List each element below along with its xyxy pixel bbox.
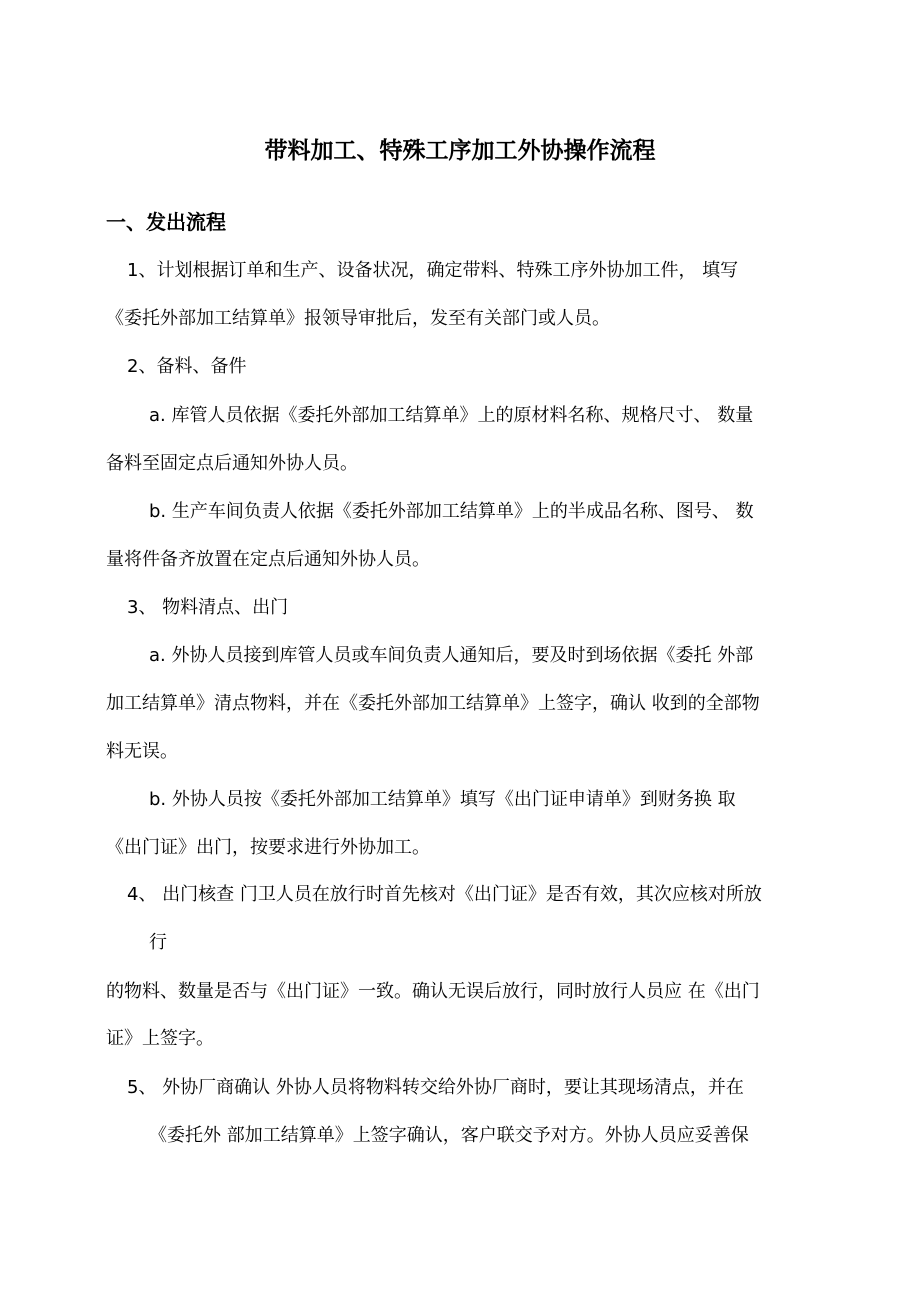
paragraph-line: 5、 外协厂商确认 外协人员将物料转交给外协厂商时，要让其现场清点，并在 (127, 1077, 744, 1098)
section-heading: 一、发出流程 (106, 210, 226, 234)
paragraph-line: 《委托外 部加工结算单》上签字确认，客户联交予对方。外协人员应妥善保 (149, 1125, 749, 1146)
paragraph-line: a. 外协人员接到库管人员或车间负责人通知后，要及时到场依据《委托 外部 (149, 645, 754, 666)
paragraph-line: b. 生产车间负责人依据《委托外部加工结算单》上的半成品名称、图号、 数 (149, 501, 754, 522)
paragraph-line: 证》上签字。 (106, 1028, 214, 1049)
paragraph-line: 行 (149, 932, 167, 953)
paragraph-line: 《出门证》出门，按要求进行外协加工。 (106, 837, 430, 858)
document-title: 带料加工、特殊工序加工外协操作流程 (264, 138, 656, 164)
paragraph-line: 《委托外部加工结算单》报领导审批后，发至有关部门或人员。 (106, 308, 610, 329)
paragraph-line: 2、备料、备件 (127, 356, 247, 377)
paragraph-line: 量将件备齐放置在定点后通知外协人员。 (106, 549, 430, 570)
paragraph-line: a. 库管人员依据《委托外部加工结算单》上的原材料名称、规格尺寸、 数量 (149, 405, 754, 426)
paragraph-line: 料无误。 (106, 741, 178, 762)
paragraph-line: 4、 出门核查 门卫人员在放行时首先核对《出门证》是否有效，其次应核对所放 (127, 884, 762, 905)
paragraph-line: 1、计划根据订单和生产、设备状况，确定带料、特殊工序外协加工件， 填写 (127, 260, 739, 281)
paragraph-line: 3、 物料清点、出门 (127, 597, 289, 618)
paragraph-line: 备料至固定点后通知外协人员。 (106, 453, 358, 474)
paragraph-line: b. 外协人员按《委托外部加工结算单》填写《出门证申请单》到财务换 取 (149, 789, 736, 810)
paragraph-line: 的物料、数量是否与《出门证》一致。确认无误后放行，同时放行人员应 在《出门 (106, 981, 760, 1002)
paragraph-line: 加工结算单》清点物料，并在《委托外部加工结算单》上签字，确认 收到的全部物 (106, 693, 760, 714)
